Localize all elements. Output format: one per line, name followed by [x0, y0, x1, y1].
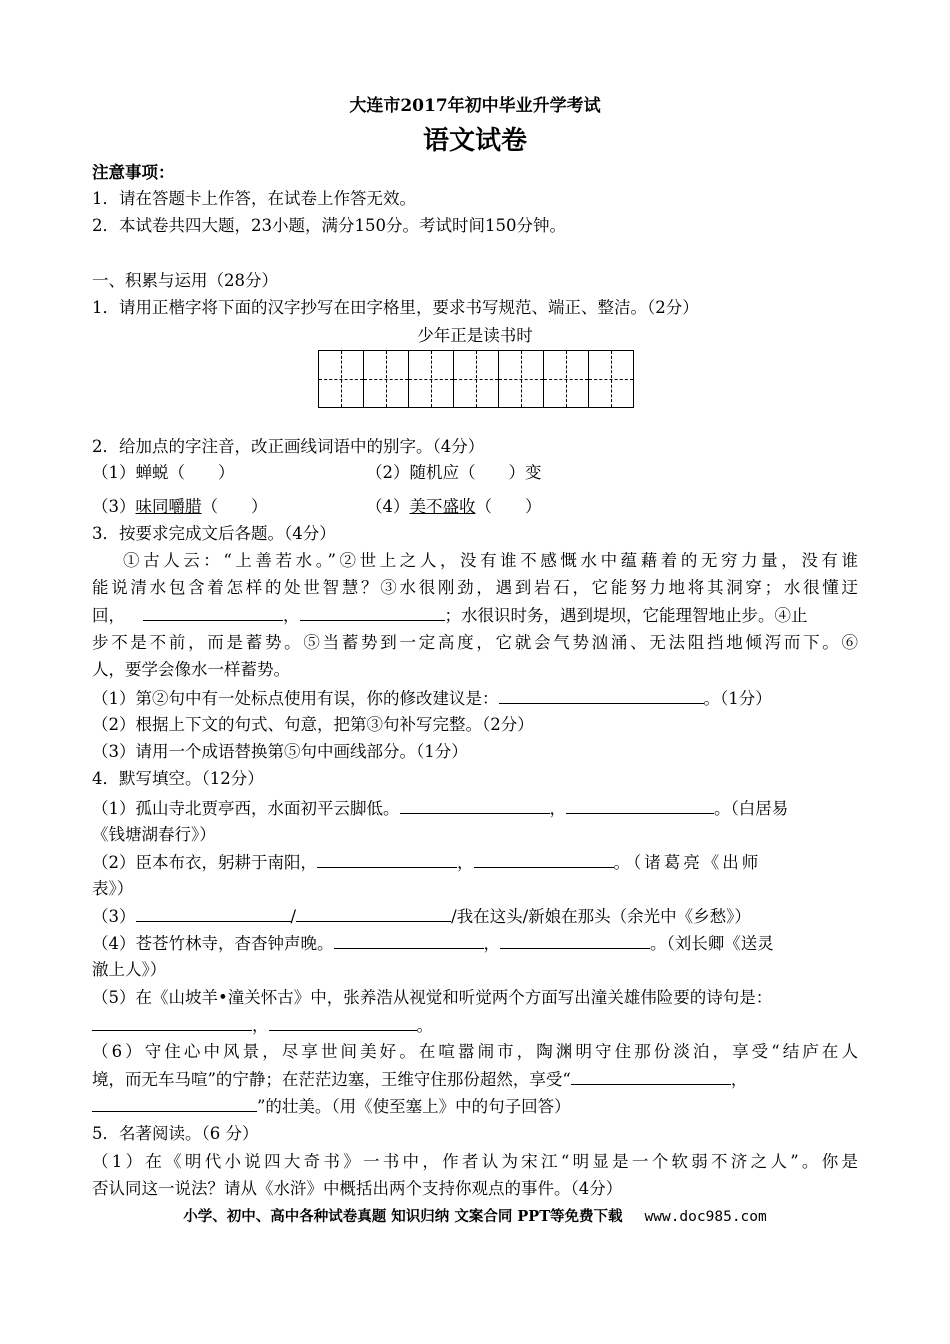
footer-text: 小学、初中、高中各种试卷真题 知识归纳 文案合同 PPT等免费下载 — [183, 1208, 623, 1225]
answer-blank — [474, 851, 614, 868]
text-fragment: ， — [252, 1016, 269, 1035]
q3-passage-line-4: 步不是不前，而是蓄势。⑤当蓄势到一定高度，它就会气势汹涌、无法阻挡地倾泻而下。⑥ — [92, 633, 858, 652]
q3-passage-line-3 — [92, 604, 808, 627]
exam-title: 大连市2017年初中毕业升学考试 — [349, 96, 601, 116]
q4-item-3 — [92, 905, 751, 928]
q2-item-3 — [92, 496, 268, 518]
underlined-word: 味同嚼腊 — [135, 497, 202, 516]
q5-item-1-cont: 否认同这一说法？请从《水浒》中概括出两个支持你观点的事件。（4分） — [92, 1179, 623, 1198]
grid-cell — [319, 351, 364, 407]
q2-item-1: （1）蝉蜕（ ） — [92, 463, 235, 482]
question-3: 3．按要求完成文后各题。（4分） — [92, 524, 336, 543]
q3-sub-1 — [92, 687, 772, 710]
text-fragment: 。 — [416, 1016, 433, 1035]
q5-item-1: （1）在《明代小说四大奇书》一书中，作者认为宋江“明显是一个软弱不济之人”。你是 — [92, 1152, 858, 1171]
answer-blank — [571, 1068, 731, 1085]
question-1: 1．请用正楷字将下面的汉字抄写在田字格里，要求书写规范、端正、整洁。（2分） — [92, 298, 699, 317]
q2-item-4 — [366, 496, 542, 518]
item-prefix: （4） — [366, 497, 410, 516]
q2-item-2: （2）随机应（ ）变 — [366, 463, 542, 482]
grid-cell — [544, 351, 589, 407]
text-fragment: （1）孤山寺北贾亭西，水面初平云脚低。 — [92, 799, 400, 818]
q4-item-2-cont: 表》） — [92, 879, 134, 898]
q4-item-4-cont: 澈上人》） — [92, 960, 167, 979]
text-fragment: 。（1分） — [703, 689, 772, 708]
copy-phrase: 少年正是读书时 — [417, 326, 533, 345]
grid-cell — [364, 351, 409, 407]
text-fragment: （2）臣本布衣，躬耕于南阳， — [92, 853, 317, 872]
q4-item-2 — [92, 851, 761, 874]
answer-blank — [92, 1095, 257, 1112]
answer-blank — [92, 1014, 252, 1031]
exam-subtitle: 语文试卷 — [422, 126, 527, 156]
item-prefix: （3） — [92, 497, 136, 516]
note-item-2: 2．本试卷共四大题，23小题，满分150分。考试时间150分钟。 — [92, 216, 566, 235]
q3-passage-line-2: 能说清水包含着怎样的处世智慧？③水很刚劲，遇到岩石，它能努力地将其洞穿；水很懂迂 — [92, 578, 858, 597]
answer-blank — [334, 932, 484, 949]
text-fragment: /我在这头/新娘在那头（余光中《乡愁》） — [451, 907, 751, 926]
answer-paren: （ ） — [475, 497, 542, 516]
answer-blank — [566, 797, 714, 814]
section-heading: 一、积累与运用（28分） — [92, 271, 278, 290]
text-fragment: ”的壮美。（用《使至塞上》中的句子回答） — [257, 1097, 571, 1116]
question-2: 2．给加点的字注音，改正画线词语中的别字。（4分） — [92, 437, 485, 456]
q4-item-6: （6）守住心中风景，尽享世间美好。在喧嚣闹市，陶渊明守住那份淡泊，享受“结庐在人 — [92, 1042, 858, 1061]
q4-item-5: （5）在《山坡羊•潼关怀古》中，张养浩从视觉和听觉两个方面写出潼关雄伟险要的诗句是： — [92, 988, 773, 1007]
text-fragment: 境，而无车马喧”的宁静；在茫茫边塞，王维守住那份超然，享受“ — [92, 1070, 571, 1089]
text-fragment: ， — [483, 934, 500, 953]
text-fragment: （4）苍苍竹林寺，杳杳钟声晚。 — [92, 934, 334, 953]
text-fragment: （1）第②句中有一处标点使用有误，你的修改建议是： — [92, 689, 499, 708]
answer-blank — [500, 932, 650, 949]
answer-blank — [317, 851, 457, 868]
q4-item-6-cont — [92, 1068, 747, 1091]
grid-cell — [409, 351, 454, 407]
q3-passage-line-1: ①古人云：“上善若水。”②世上之人，没有谁不感慨水中蕴藉着的无穷力量，没有谁 — [123, 551, 858, 570]
q4-item-1 — [92, 797, 788, 820]
answer-blank — [269, 1014, 417, 1031]
q4-item-4 — [92, 932, 774, 955]
question-5: 5．名著阅读。（6 分） — [92, 1124, 259, 1143]
answer-blank — [400, 797, 550, 814]
answer-blank — [300, 604, 445, 621]
text-fragment: ， — [457, 853, 474, 872]
q4-item-1-cont: 《钱塘湖春行》） — [92, 825, 216, 844]
q3-sub-2: （2）根据上下文的句式、句意，把第③句补写完整。（2分） — [92, 715, 534, 734]
text-fragment: ；水很识时务，遇到堤坝，它能理智地止步。④止 — [444, 606, 808, 625]
answer-blank — [499, 687, 704, 704]
text-fragment: 。（诸葛亮《出师 — [613, 853, 762, 872]
text-fragment: ， — [730, 1070, 748, 1089]
answer-blank — [136, 905, 291, 922]
grid-cell — [589, 351, 633, 407]
notes-heading: 注意事项： — [92, 163, 175, 182]
q4-item-6-end — [92, 1095, 571, 1118]
q3-passage-line-5: 人，要学会像水一样蓄势。 — [92, 660, 290, 679]
text-fragment: （3） — [92, 907, 136, 926]
answer-paren: （ ） — [201, 497, 268, 516]
grid-cell — [499, 351, 544, 407]
answer-blank — [143, 604, 283, 621]
underlined-word: 美不盛收 — [409, 497, 476, 516]
note-item-1: 1．请在答题卡上作答，在试卷上作答无效。 — [92, 189, 416, 208]
footer-url[interactable]: www.doc985.com — [644, 1209, 767, 1225]
answer-blank — [296, 905, 451, 922]
text-fragment: 回， — [92, 606, 125, 625]
text-fragment: ， — [283, 606, 300, 625]
text-fragment: 。（刘长卿《送灵 — [650, 934, 774, 953]
question-4: 4．默写填空。（12分） — [92, 769, 264, 788]
q3-sub-3: （3）请用一个成语替换第⑤句中画线部分。（1分） — [92, 742, 468, 761]
text-fragment: 。（白居易 — [714, 799, 789, 818]
tianzige-grid — [318, 350, 634, 408]
text-fragment: ， — [549, 799, 566, 818]
page-footer — [0, 1205, 950, 1226]
q4-item-5-cont — [92, 1014, 433, 1037]
grid-cell — [454, 351, 499, 407]
text-fragment: / — [290, 907, 297, 926]
